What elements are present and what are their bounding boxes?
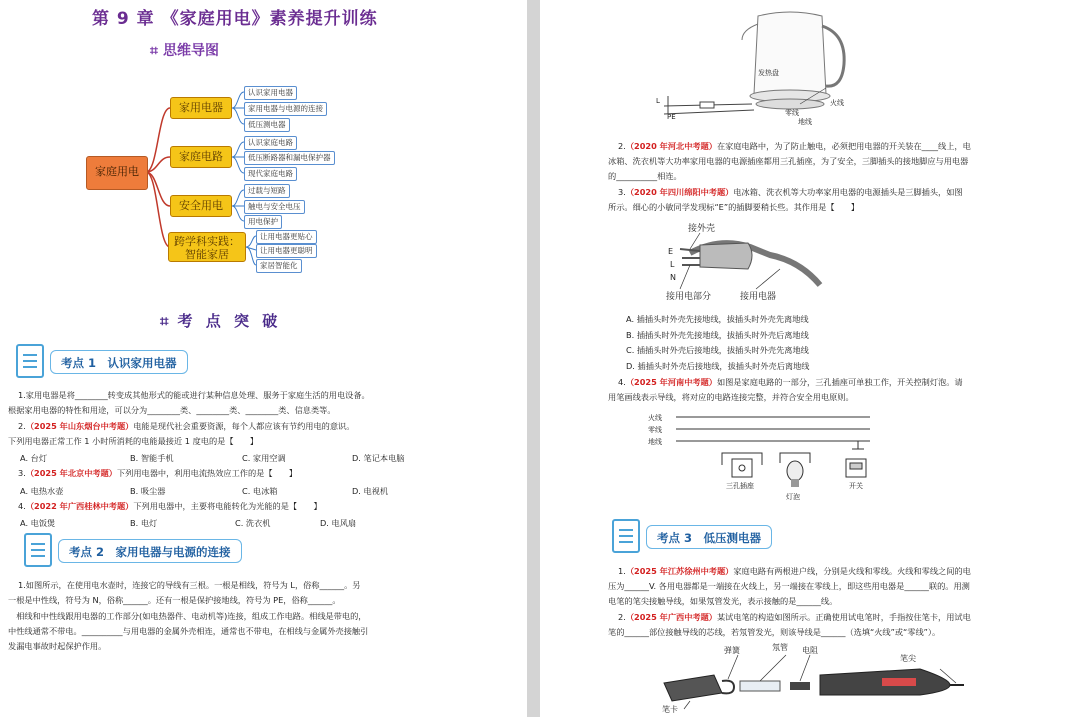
circuit-label-socket: 三孔插座 — [726, 482, 754, 490]
r-q2-line-3: 的__________相连。 — [608, 171, 682, 181]
left-page — [0, 0, 527, 717]
q3-option-a: A. 电热水壶 — [20, 486, 64, 496]
q4-num: 4. — [18, 501, 26, 511]
q2-num: 2. — [18, 421, 26, 431]
r-q3-option-b: B. 插插头时外壳先接地线，拔插头时外壳后离地线 — [626, 330, 809, 340]
q3-num: 3. — [18, 468, 26, 478]
leaf: 认识家用电器 — [244, 86, 297, 100]
s2-line-5: 发漏电事故时起保护作用。 — [8, 641, 107, 651]
r-q3-source: （2020 年四川绵阳中考题） — [625, 187, 734, 197]
branch-smart-home-line1: 跨学科实践： — [174, 235, 240, 248]
q2-line-1 — [18, 421, 354, 432]
s2-line-1: 1.如图所示，在使用电水壶时，连接它的导线有三根。一根是相线，符号为 L，俗称______。另 — [18, 580, 361, 590]
branch-home-circuit: 家庭电路 — [170, 146, 232, 168]
plug-label-shell: 接外壳 — [688, 224, 716, 234]
kettle-label-neutral: 零线 — [785, 109, 799, 117]
hash-icon: ⌗ — [150, 43, 158, 59]
q2-option-a: A. 台灯 — [20, 453, 48, 463]
circuit-label-switch: 开关 — [849, 482, 863, 490]
mindmap-heading-text: 思维导图 — [162, 43, 219, 59]
page-gap — [527, 0, 540, 717]
branch-safety: 安全用电 — [170, 195, 232, 217]
s2-line-4: 中性线通常不带电。__________与用电器的金属外壳相连，通常也不带电，在相线与金属外壳接触引 — [8, 626, 369, 636]
q3-option-d: D. 电视机 — [352, 486, 389, 496]
branch-appliances: 家用电器 — [170, 97, 232, 119]
leaf: 让用电器更聪明 — [256, 244, 317, 258]
q3-line — [18, 468, 297, 479]
r-q2-line-1 — [618, 141, 971, 152]
r-q3-line-2: 所示。细心的小敏同学发现标“E”的插脚要稍长些。其作用是【 】 — [608, 202, 860, 212]
s3-q1-text: 家庭电路有两根进户线，分别是火线和零线。火线和零线之间的电 — [733, 566, 971, 576]
s3-q2-source: （2025 年广西中考题） — [625, 612, 717, 622]
q4-option-a: A. 电饭煲 — [20, 518, 56, 528]
q4-source: （2022 年广西桂林中考题） — [25, 501, 134, 511]
r-q4-line-1 — [618, 377, 963, 388]
r-q3-option-a: A. 插插头时外壳先接地线，拔插头时外壳先离地线 — [626, 314, 809, 324]
kettle-label-ground: 地线 — [798, 118, 812, 126]
r-q3-option-c: C. 插插头时外壳后接地线，拔插头时外壳先离地线 — [626, 345, 809, 355]
q4-line — [18, 501, 322, 512]
r-q2-line-2: 冰箱、洗衣机等大功率家用电器的电源插座都用三孔插座，为了安全，三脚插头的接地脚应与用电器 — [608, 156, 969, 166]
q4-option-d: D. 电风扇 — [320, 518, 357, 528]
mindmap-root: 家庭用电 — [86, 156, 148, 190]
section-2-title: 考点 2 家用电器与电源的连接 — [58, 539, 242, 563]
r-q3-num: 3. — [618, 187, 626, 197]
section-3-title: 考点 3 低压测电器 — [646, 525, 772, 549]
q4-option-c: C. 洗衣机 — [235, 518, 271, 528]
q3-source: （2025 年北京中考题） — [25, 468, 117, 478]
branch-smart-home-line2: 智能家居 — [185, 248, 229, 261]
pen-label-clip: 笔卡 — [662, 705, 678, 714]
r-q3-option-d: D. 插插头时外壳后接地线，拔插头时外壳后离地线 — [626, 361, 810, 371]
s3-q1-num: 1. — [618, 566, 626, 576]
notepad-icon — [612, 519, 640, 553]
kettle-figure — [650, 4, 900, 124]
q4-option-b: B. 电灯 — [130, 518, 158, 528]
leaf: 低压断路器和漏电保护器 — [244, 151, 335, 165]
r-q2-source: （2020 年河北中考题） — [625, 141, 717, 151]
s3-q1-line-3: 电笔的笔尖接触导线，如果氖管发光，表示接触的是______线。 — [608, 596, 838, 606]
notepad-icon — [16, 344, 44, 378]
q2-source: （2025 年山东烟台中考题） — [25, 421, 134, 431]
notepad-icon — [24, 533, 52, 567]
chapter-title: 第 9 章 《家庭用电》素养提升训练 — [92, 9, 378, 29]
plug-label-e: E — [668, 247, 674, 256]
r-q3-line-1 — [618, 187, 963, 198]
s2-line-3: 相线和中性线跟用电器的工作部分(如电热器件、电动机等)连接，组成工作电路。相线是带电的， — [8, 611, 367, 621]
q3-option-b: B. 吸尘器 — [130, 486, 166, 496]
pen-label-tip: 笔尖 — [900, 654, 916, 663]
q2-line-2: 下列用电器正常工作 1 小时所消耗的电能最接近 1 度电的是【 】 — [8, 436, 259, 446]
pen-label-resistor: 电阻 — [802, 646, 818, 655]
pen-label-neon: 氖管 — [772, 643, 788, 652]
right-page — [540, 0, 1080, 717]
circuit-label-live: 火线 — [648, 414, 662, 422]
circuit-label-ground: 地线 — [648, 438, 662, 446]
branch-smart-home — [168, 232, 246, 262]
s1-line-1: 1.家用电器是将________转变成其他形式的能或进行某种信息处理、服务于家庭生活的用电设备。 — [18, 390, 370, 400]
kettle-label-heater: 发热盘 — [758, 69, 779, 77]
leaf: 过载与短路 — [244, 184, 290, 198]
leaf: 触电与安全电压 — [244, 200, 305, 214]
plug-label-appliance: 接用电器 — [740, 292, 777, 302]
hash-icon: ⌗ — [160, 312, 173, 330]
q3-text: 下列用电器中，利用电流热效应工作的是【 】 — [116, 468, 298, 478]
kettle-label-l: L — [656, 97, 660, 105]
circuit-label-neutral: 零线 — [648, 426, 662, 434]
s3-q1-line-1 — [618, 566, 971, 577]
leaf: 让用电器更贴心 — [256, 230, 317, 244]
kettle-label-live: 火线 — [830, 99, 844, 107]
r-q4-text: 如图是家庭电路的一部分，三孔插座可单独工作，开关控制灯泡。请 — [716, 377, 963, 387]
q4-text: 下列用电器中，主要将电能转化为光能的是【 】 — [133, 501, 322, 511]
s3-q2-line-2: 笔的______部位接触导线的芯线，若氖管发光，则该导线是______（选填“火线”或“零线”）。 — [608, 627, 941, 637]
r-q2-num: 2. — [618, 141, 626, 151]
plug-label-l: L — [670, 260, 675, 269]
s1-line-2: 根据家用电器的特性和用途，可以分为________类、________类、________类、信息类等。 — [8, 405, 336, 415]
r-q3-text: 电冰箱、洗衣机等大功率家用电器的电源插头是三脚插头，如图 — [733, 187, 963, 197]
kaodian-heading — [160, 310, 281, 331]
s3-q2-text: 某试电笔的构造如图所示。正确使用试电笔时，手指按住笔卡，用试电 — [716, 612, 971, 622]
plug-label-n: N — [670, 273, 676, 282]
leaf: 现代家庭电路 — [244, 167, 297, 181]
r-q2-text: 在家庭电路中，为了防止触电，必须把用电器的开关装在____线上，电 — [716, 141, 971, 151]
q2-text: 电能是现代社会重要资源，每个人都应该有节约用电的意识。 — [133, 421, 355, 431]
r-q4-num: 4. — [618, 377, 626, 387]
leaf: 认识家庭电路 — [244, 136, 297, 150]
q2-option-d: D. 笔记本电脑 — [352, 453, 405, 463]
leaf: 低压测电器 — [244, 118, 290, 132]
leaf: 用电保护 — [244, 215, 282, 229]
kettle-label-pe: PE — [667, 113, 676, 121]
q2-option-c: C. 家用空调 — [242, 453, 286, 463]
q2-option-b: B. 智能手机 — [130, 453, 174, 463]
kaodian-heading-text: 考 点 突 破 — [177, 312, 282, 330]
q3-option-c: C. 电冰箱 — [242, 486, 278, 496]
s3-q2-num: 2. — [618, 612, 626, 622]
circuit-figure — [640, 405, 880, 505]
circuit-label-lamp: 灯泡 — [786, 493, 800, 501]
pen-label-spring: 弹簧 — [724, 646, 740, 655]
r-q4-source: （2025 年河南中考题） — [625, 377, 717, 387]
plug-label-part: 接用电部分 — [666, 292, 712, 302]
s3-q2-line-1 — [618, 612, 971, 623]
r-q4-line-2: 用笔画线表示导线，将对应的电路连接完整，并符合安全用电原则。 — [608, 392, 854, 402]
s3-q1-line-2: 压为______V. 各用电器都是一端接在火线上，另一端接在零线上，即这些用电器是______联的。用测 — [608, 581, 970, 591]
section-1-title: 考点 1 认识家用电器 — [50, 350, 188, 374]
s3-q1-source: （2025 年江苏徐州中考题） — [625, 566, 734, 576]
s2-line-2: 一根是中性线，符号为 N，俗称______。还有一根是保护接地线，符号为 PE，俗称______。 — [8, 595, 341, 605]
leaf: 家用电器与电源的连接 — [244, 102, 327, 116]
leaf: 家居智能化 — [256, 259, 302, 273]
